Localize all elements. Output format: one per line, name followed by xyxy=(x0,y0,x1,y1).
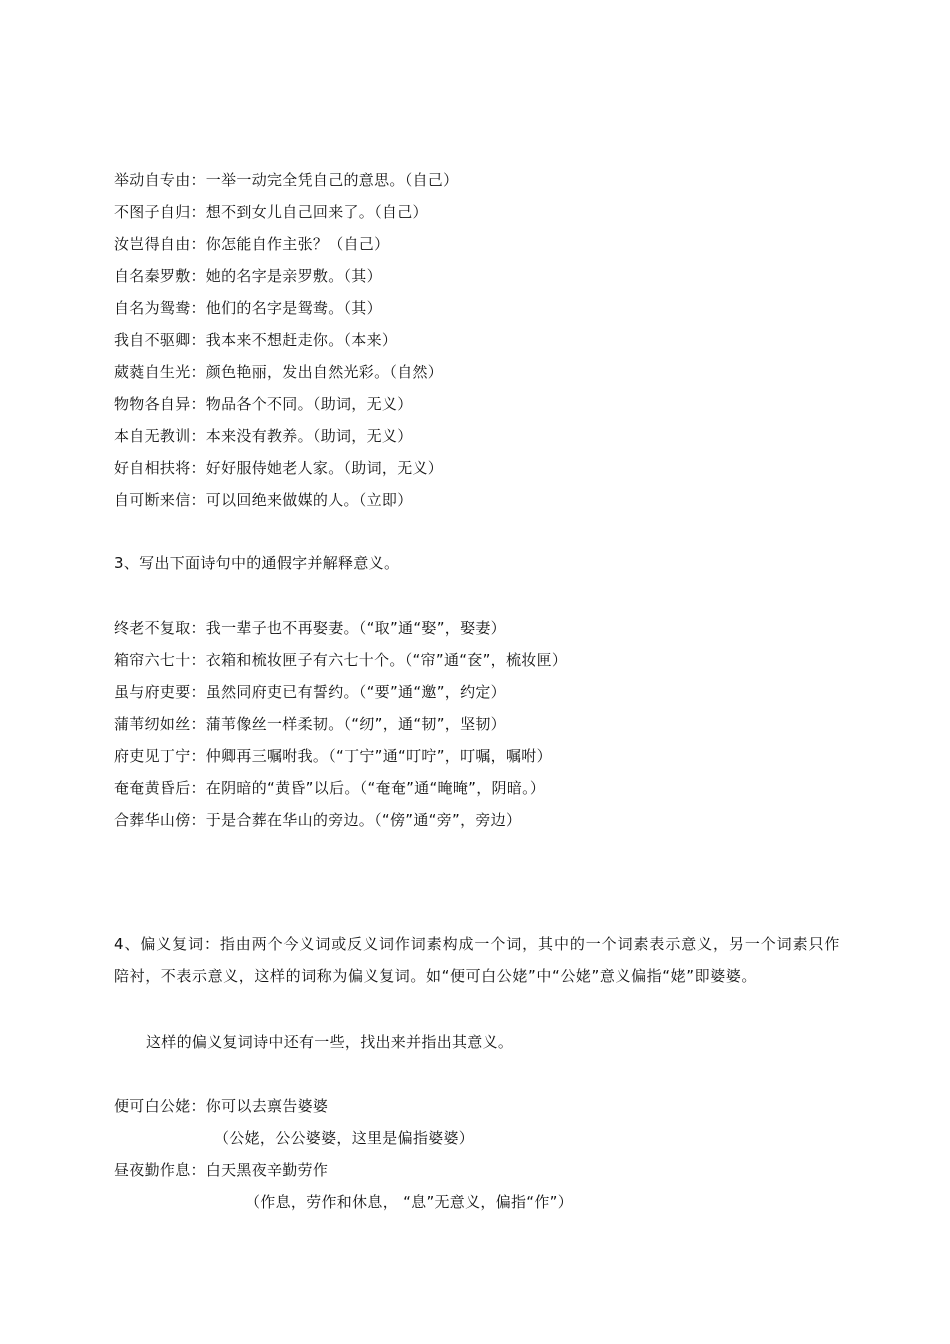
zi-usage-10: 好自相扶将：好好服侍她老人家。（助词，无义） xyxy=(114,459,444,477)
zi-usage-3: 汝岂得自由：你怎能自作主张？（自己） xyxy=(114,235,390,253)
zi-usage-1: 举动自专由：一举一动完全凭自己的意思。（自己） xyxy=(114,171,459,189)
section4-intro: 4、偏义复词：指由两个今义词或反义词作词素构成一个词，其中的一个词素表示意义，另一个词素只作陪衬，不表示意义，这样的词称为偏义复词。如“便可白公姥”中“公姥”意义偏指“姥”即婆婆。 xyxy=(114,935,840,985)
zi-usage-4: 自名秦罗敷：她的名字是亲罗敷。（其） xyxy=(114,267,382,285)
tongjia-item-4: 蒲苇纫如丝：蒲苇像丝一样柔韧。（“纫”，通“韧”，坚韧） xyxy=(114,715,506,733)
example-2-line: 昼夜勤作息：白天黑夜辛勤劳作 xyxy=(114,1161,329,1179)
tongjia-item-3: 虽与府吏要：虽然同府吏已有誓约。（“要”通“邀”，约定） xyxy=(114,683,506,701)
section4-prompt: 这样的偏义复词诗中还有一些，找出来并指出其意义。 xyxy=(146,1033,514,1051)
tongjia-item-7: 合葬华山傍：于是合葬在华山的旁边。（“傍”通“旁”，旁边） xyxy=(114,811,522,829)
example-1-note: （公姥，公公婆婆，这里是偏指婆婆） xyxy=(214,1129,475,1147)
zi-usage-2: 不图子自归：想不到女儿自己回来了。（自己） xyxy=(114,203,428,221)
zi-usage-8: 物物各自异：物品各个不同。（助词，无义） xyxy=(114,395,413,413)
zi-usage-7: 葳蕤自生光：颜色艳丽，发出自然光彩。（自然） xyxy=(114,363,444,381)
tongjia-item-2: 箱帘六七十：衣箱和梳妆匣子有六七十个。（“帘”通“奁”，梳妆匣） xyxy=(114,651,568,669)
example-2-note: （作息，劳作和休息， “息”无意义，偏指“作”） xyxy=(245,1193,574,1211)
section3-heading: 3、写出下面诗句中的通假字并解释意义。 xyxy=(114,554,400,572)
zi-usage-5: 自名为鸳鸯：他们的名字是鸳鸯。（其） xyxy=(114,299,382,317)
zi-usage-9: 本自无教训：本来没有教养。（助词，无义） xyxy=(114,427,413,445)
zi-usage-6: 我自不驱卿：我本来不想赶走你。（本来） xyxy=(114,331,398,349)
example-1-line: 便可白公姥：你可以去禀告婆婆 xyxy=(114,1097,329,1115)
zi-usage-11: 自可断来信：可以回绝来做媒的人。（立即） xyxy=(114,491,413,509)
tongjia-item-1: 终老不复取：我一辈子也不再娶妻。（“取”通“娶”，娶妻） xyxy=(114,619,506,637)
tongjia-item-5: 府吏见丁宁：仲卿再三嘱咐我。（“丁宁”通“叮咛”，叮嘱，嘱咐） xyxy=(114,747,552,765)
tongjia-item-6: 奄奄黄昏后：在阴暗的“黄昏”以后。（“奄奄”通“晻晻”，阴暗。） xyxy=(114,779,546,797)
